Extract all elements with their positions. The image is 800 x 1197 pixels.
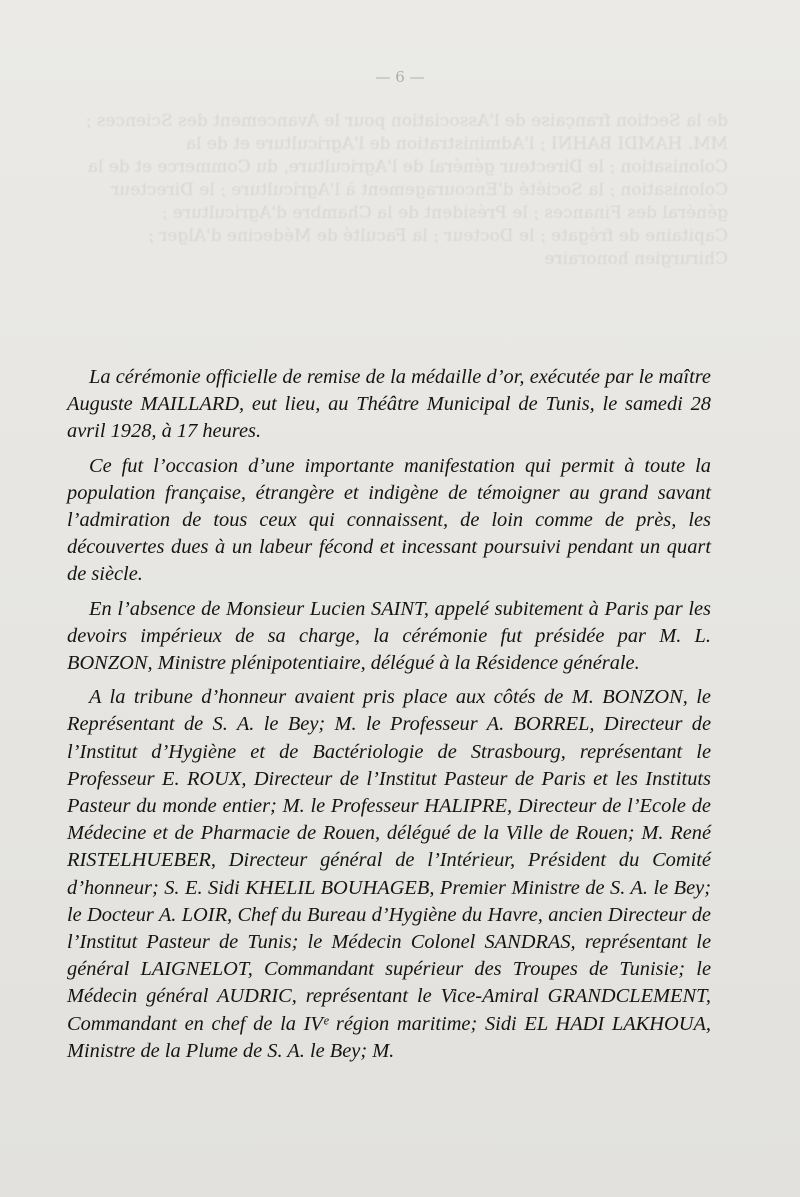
paragraph-tribune: A la tribune d’honneur avaient pris place aux côtés de M. BONZON, le Représentant de S. A. le Bey; M. le Professeur A. BORREL, Directeur de l’Institut d’Hygiène et de Bactériologie de Strasbourg, représentant le Professeur E. ROUX, Directeur de l’Institut Pasteur de Paris et les Instituts Pasteur du monde entier; M. le Professeur HALIPRE, Directeur de l’Ecole de Médecine et de Pharmacie de Rouen, délégué de la Ville de Rouen; M. René RISTELHUEBER, Directeur général de l’Intérieur, Président du Comité d’honneur; S. E. Sidi KHELIL BOUHAGEB, Premier Ministre de S. A. le Bey; le Docteur A. LOIR, Chef du Bureau d’Hygiène du Havre, ancien Directeur de l’Institut Pasteur de Tunis; le Médecin Colonel SANDRAS, représentant le général LAIGNELOT, Commandant supérieur des Troupes de Tunisie; le Médecin général AUDRIC, représentant le Vice-Amiral GRANDCLEMENT, Commandant en chef de la IVᵉ région maritime; Sidi EL HADI LAKHOUA, Ministre de la Plume de S. A. le Bey; M.: [67, 686, 711, 1062]
body-text: [67, 364, 711, 1072]
paragraph-occasion: Ce fut l’occasion d’une importante manifestation qui permit à toute la population française, étrangère et indigène de témoigner au grand savant l’admiration de tous ceux qui connaissent, de loin comme de près, les découvertes dues à un labeur fécond et incessant poursuivi pendant un quart de siècle.: [67, 454, 711, 586]
bleed-through-text: de la Section française de l'Association pour le Avancement des Sciences ; MM. HAMDI BAHNI ; l'Administration de l'Agriculture et de la Colonisation ; le Directeur général de l'Agriculture, du Commerce et de la Colonisation ; la Société d'Encouragement à l'Agriculture ; le Directeur général des Finances ; le Président de la Chambre d'Agriculture ; Capitaine de frégate ; le Docteur ; la Faculté de Médecine d'Alger ; Chirurgien honoraire: [85, 111, 728, 269]
page-number: — 6 —: [375, 68, 425, 86]
paragraph-absence: En l’absence de Monsieur Lucien SAINT, appelé subitement à Paris par les devoirs impérieux de sa charge, la cérémonie fut présidée par M. L. BONZON, Ministre plénipotentiaire, délégué à la Résidence générale.: [67, 597, 711, 675]
paragraph-ceremony: La cérémonie officielle de remise de la médaille d’or, exécutée par le maître Auguste MAILLARD, eut lieu, au Théâtre Municipal de Tunis, le samedi 28 avril 1928, à 17 heures.: [67, 366, 711, 443]
